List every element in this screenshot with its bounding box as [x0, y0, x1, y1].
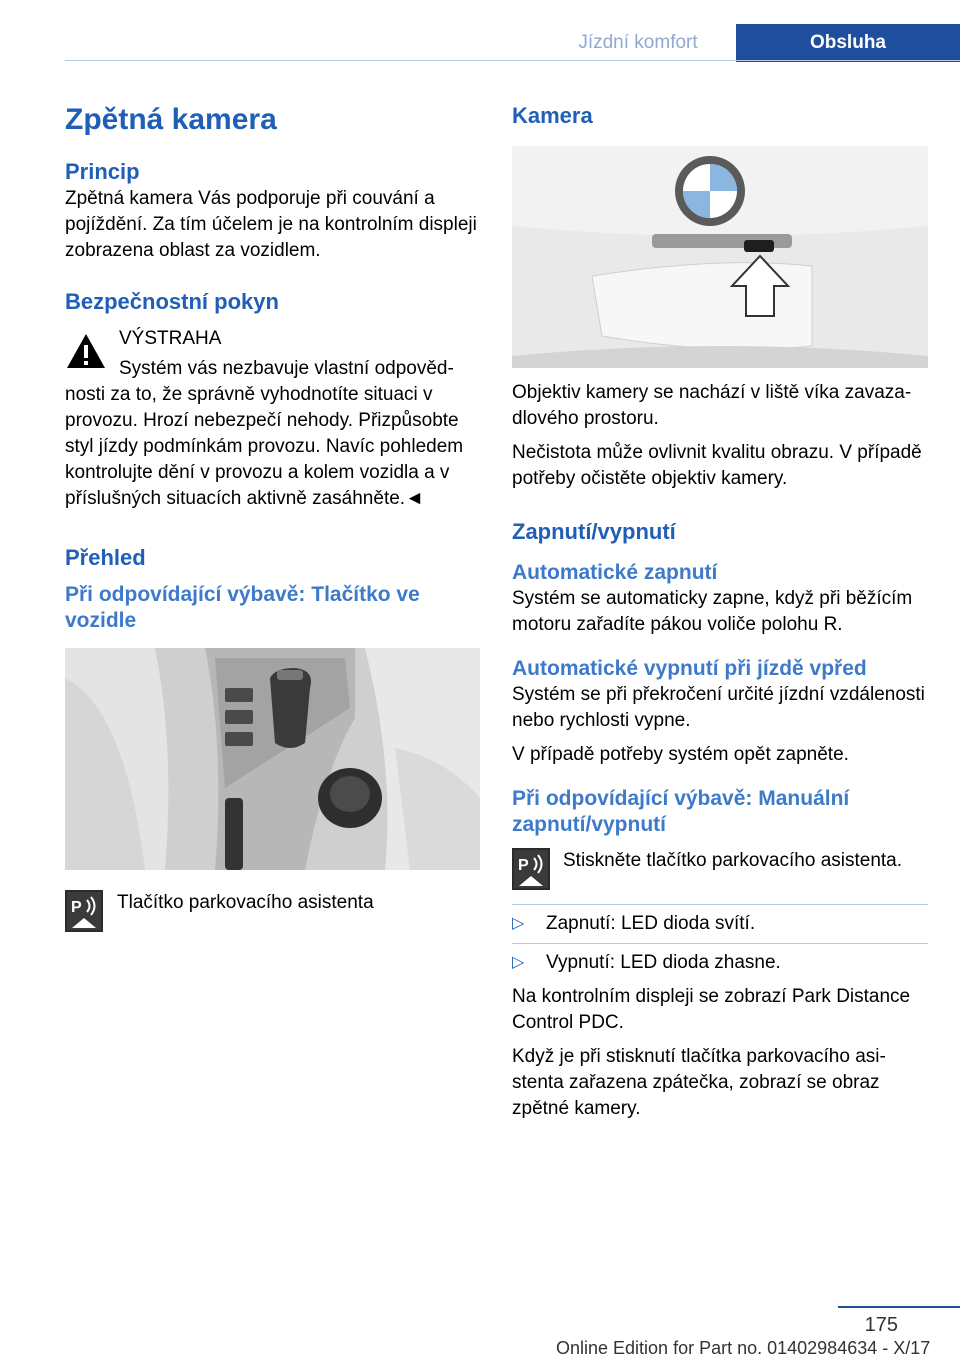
parking-assist-button-icon [512, 848, 550, 890]
right-column [512, 100, 928, 1122]
warning-block [65, 326, 480, 512]
edition-text: Online Edition for Part no. 01402984634 - X/17 [556, 1338, 931, 1358]
trunk-camera-photo [512, 146, 928, 368]
footer-divider [838, 1306, 960, 1308]
onoff-heading: Zapnutí/vypnutí [512, 519, 676, 544]
car-interior-image [65, 648, 480, 870]
auto-off-text-2: V případě potřeby systém opět zapněte. [512, 744, 849, 765]
equipment-heading: Při odpovídající výbavě: Tlačítko ve vozidle [65, 583, 420, 632]
svg-text:P: P [518, 857, 529, 874]
auto-off-text-1: Systém se při překročení určité jízdní vzdálenosti nebo rychlosti vypne. [512, 684, 925, 731]
parking-assist-button-icon [65, 890, 103, 932]
header-chapter-tab[interactable]: Jízdní komfort [578, 32, 698, 53]
manual-row [512, 848, 928, 890]
header-section-tab[interactable]: Obsluha [736, 24, 960, 62]
manual-heading: Při odpovídající výbavě: Manuální zapnutí/vypnutí [512, 787, 850, 836]
warning-triangle-icon [65, 330, 107, 372]
list-divider-top [512, 904, 928, 905]
principle-heading: Princip [65, 159, 140, 184]
list-item: ▷ Zapnutí: LED dioda svítí. [512, 911, 928, 937]
auto-on-heading: Automatické zapnutí [512, 561, 718, 584]
button-caption: Tlačítko parkovacího asistenta [117, 892, 374, 913]
button-caption-row [65, 890, 480, 932]
svg-text:P: P [71, 899, 82, 916]
auto-on-text: Systém se automaticky zapne, když při běžícím motoru zařadíte pákou voliče polohu R. [512, 588, 913, 635]
page-title: Zpětná kamera [65, 103, 277, 136]
auto-off-heading: Automatické vypnutí při jízdě vpřed [512, 657, 867, 680]
triangle-bullet-icon: ▷ [512, 954, 525, 971]
left-column [65, 100, 480, 932]
reverse-text: Když je při stisknutí tlačítka parkovacího asistenta zařazena zpátečka, zobrazí se obraz zpětné kamery. [512, 1046, 886, 1119]
camera-text-2: Nečistota může ovlivnit kvalitu obrazu. V případě potřeby očistěte objektiv kamery. [512, 442, 922, 489]
warning-label: VÝSTRAHA [119, 328, 222, 349]
manual-text: Stiskněte tlačítko parkovacího asistenta. [563, 850, 903, 871]
warning-text: Systém vás nezbavuje vlastní odpovědnosti za to, že správně vyhodnotíte situaci v provozu. Hrozí nebezpečí nehody. Přizpůsobte styl jízdy podmínkám provozu. Navíc pohledem kontrolujte dění v provozu a kolem vozidla a v příslušných situacích aktivně zasáhněte.◄ [65, 358, 464, 509]
camera-heading: Kamera [512, 103, 593, 128]
gear-selector-photo [65, 648, 480, 870]
camera-text-1: Objektiv kamery se nachází v liště víka zavazadlového prostoru. [512, 382, 912, 429]
safety-heading: Bezpečnostní pokyn [65, 289, 279, 314]
overview-heading: Přehled [65, 545, 146, 570]
list-divider [512, 943, 928, 944]
principle-text: Zpětná kamera Vás podporuje při couvání a pojíždění. Za tím účelem je na kontrolním displeji zobrazena oblast za vozidlem. [65, 188, 477, 261]
camera-location-image [512, 146, 928, 368]
header-divider [65, 60, 960, 61]
page-number: 175 [864, 1314, 898, 1336]
list-item: ▷ Vypnutí: LED dioda zhasne. [512, 950, 928, 976]
pdc-text: Na kontrolním displeji se zobrazí Park Distance Control PDC. [512, 986, 911, 1033]
triangle-bullet-icon: ▷ [512, 915, 525, 932]
